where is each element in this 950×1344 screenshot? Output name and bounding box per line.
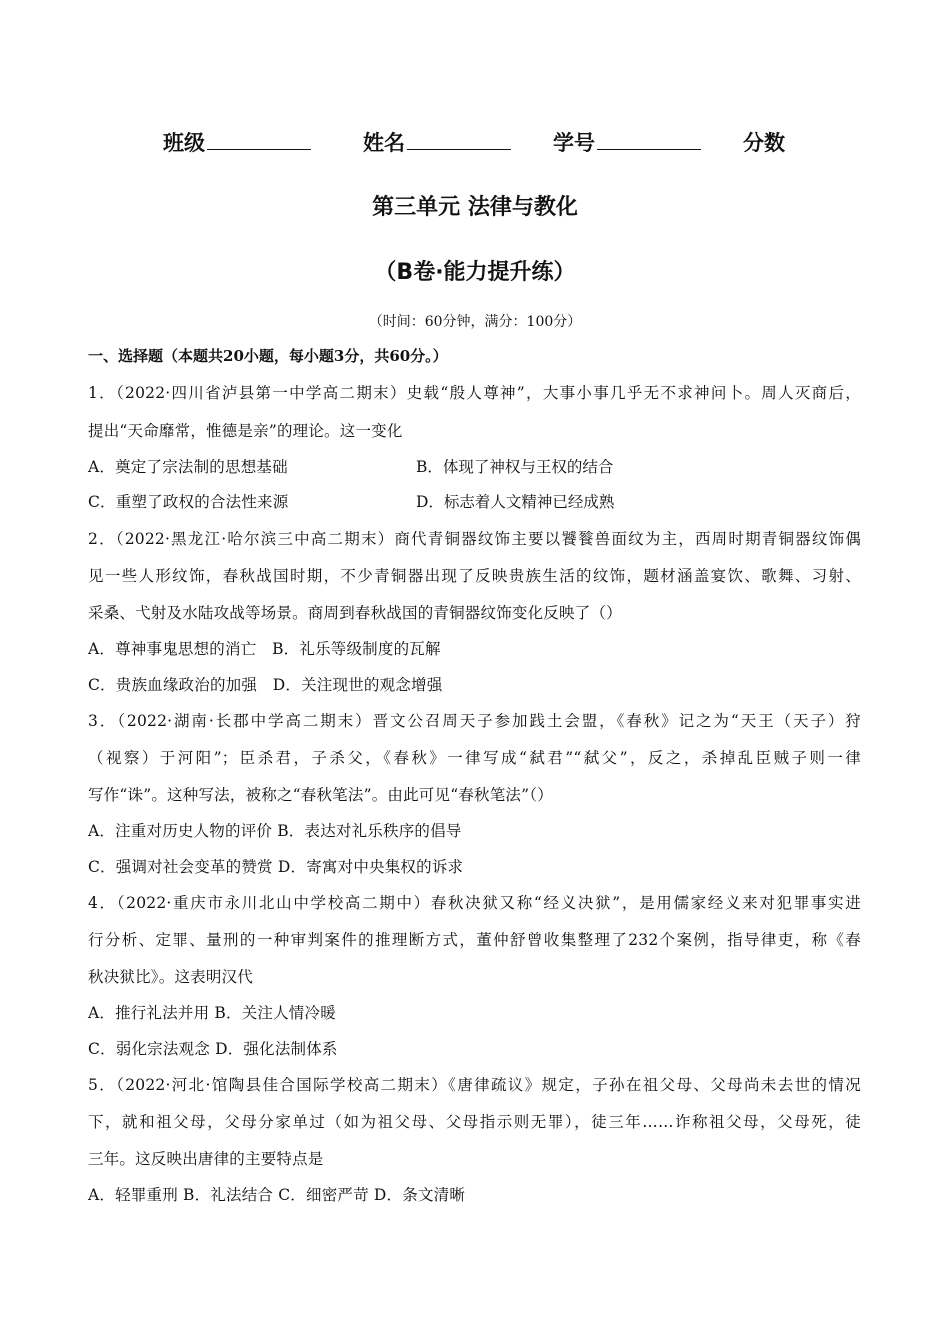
student-info-header (0, 127, 950, 159)
question-1-line-1: 1．（2022·四川省泸县第一中学高二期末）史载“殷人尊神”，大事小事几乎无不求神问卜。周人灭商后， (88, 384, 861, 402)
question-3-options-ab[interactable]: A．注重对历史人物的评价 B．表达对礼乐秩序的倡导 (88, 822, 462, 840)
name-blank[interactable] (407, 129, 511, 150)
question-3-options-cd[interactable]: C．强调对社会变革的赞赏 D．寄寓对中央集权的诉求 (88, 858, 464, 876)
question-4-line-3: 秋决狱比》。这表明汉代 (88, 968, 253, 986)
question-1-option-d[interactable]: D．标志着人文精神已经成熟 (416, 493, 615, 511)
question-3-line-2: （视察）于河阳”；臣杀君，子杀父，《春秋》一律写成“弑君”“弑父”，反之，杀掉乱臣贼子则一律 (88, 749, 861, 767)
paper-subtitle: （B卷·能力提升练） (374, 260, 576, 285)
question-2-options-cd[interactable]: C．贵族血缘政治的加强 D．关注现世的观念增强 (88, 676, 443, 694)
class-field[interactable] (163, 127, 311, 157)
class-blank[interactable] (207, 129, 311, 150)
time-note: （时间：60分钟，满分：100分） (368, 314, 582, 330)
question-4-options-cd[interactable]: C．弱化宗法观念 D．强化法制体系 (88, 1040, 338, 1058)
student-id-field[interactable] (553, 127, 701, 157)
question-5-line-3: 三年。这反映出唐律的主要特点是 (88, 1150, 324, 1168)
question-5-line-1: 5．（2022·河北·馆陶县佳合国际学校高二期末）《唐律疏议》规定，子孙在祖父母、父母尚未去世的情况 (88, 1076, 861, 1094)
question-4-options-ab[interactable]: A．推行礼法并用 B．关注人情冷暖 (88, 1004, 336, 1022)
question-1-line-2: 提出“天命靡常，惟德是亲”的理论。这一变化 (88, 422, 403, 440)
question-3-line-1: 3．（2022·湖南·长郡中学高二期末）晋文公召周天子参加践土会盟，《春秋》记之为“天王（天子）狩 (88, 712, 861, 730)
question-1-option-a[interactable]: A．奠定了宗法制的思想基础 (88, 458, 288, 476)
question-2-options-ab[interactable]: A．尊神事鬼思想的消亡 B．礼乐等级制度的瓦解 (88, 640, 441, 658)
score-field (743, 127, 785, 157)
question-1-option-b[interactable]: B．体现了神权与王权的结合 (416, 458, 614, 476)
question-2-line-1: 2．（2022·黑龙江·哈尔滨三中高二期末）商代青铜器纹饰主要以饕餮兽面纹为主，西周时期青铜器纹饰偶 (88, 530, 861, 548)
score-label: 分数 (743, 131, 785, 155)
question-1-option-c[interactable]: C．重塑了政权的合法性来源 (88, 493, 289, 511)
name-label: 姓名 (363, 131, 405, 155)
class-label: 班级 (163, 131, 205, 155)
question-4-line-2: 行分析、定罪、量刑的一种审判案件的推理断方式，董仲舒曾收集整理了232个案例，指导律吏，称《春 (88, 931, 861, 949)
question-2-line-2: 见一些人形纹饰，春秋战国时期，不少青铜器出现了反映贵族生活的纹饰，题材涵盖宴饮、歌舞、习射、 (88, 567, 861, 585)
student-id-blank[interactable] (597, 129, 701, 150)
student-id-label: 学号 (553, 131, 595, 155)
question-5-options[interactable]: A．轻罪重刑 B．礼法结合 C．细密严苛 D．条文清晰 (88, 1186, 466, 1204)
name-field[interactable] (363, 127, 511, 157)
unit-title: 第三单元 法律与教化 (372, 195, 578, 220)
question-5-line-2: 下，就和祖父母，父母分家单过（如为祖父母、父母指示则无罪），徒三年……诈称祖父母，父母死，徒 (88, 1113, 861, 1131)
question-4-line-1: 4．（2022·重庆市永川北山中学校高二期中）春秋决狱又称“经义决狱”，是用儒家经义来对犯罪事实进 (88, 894, 861, 912)
question-2-line-3: 采桑、弋射及水陆攻战等场景。商周到春秋战国的青铜器纹饰变化反映了（） (88, 604, 622, 622)
question-3-line-3: 写作“诛”。这种写法，被称之“春秋笔法”。由此可见“春秋笔法”（） (88, 786, 553, 804)
section-title: 一、选择题（本题共20小题，每小题3分，共60分。） (88, 347, 448, 365)
